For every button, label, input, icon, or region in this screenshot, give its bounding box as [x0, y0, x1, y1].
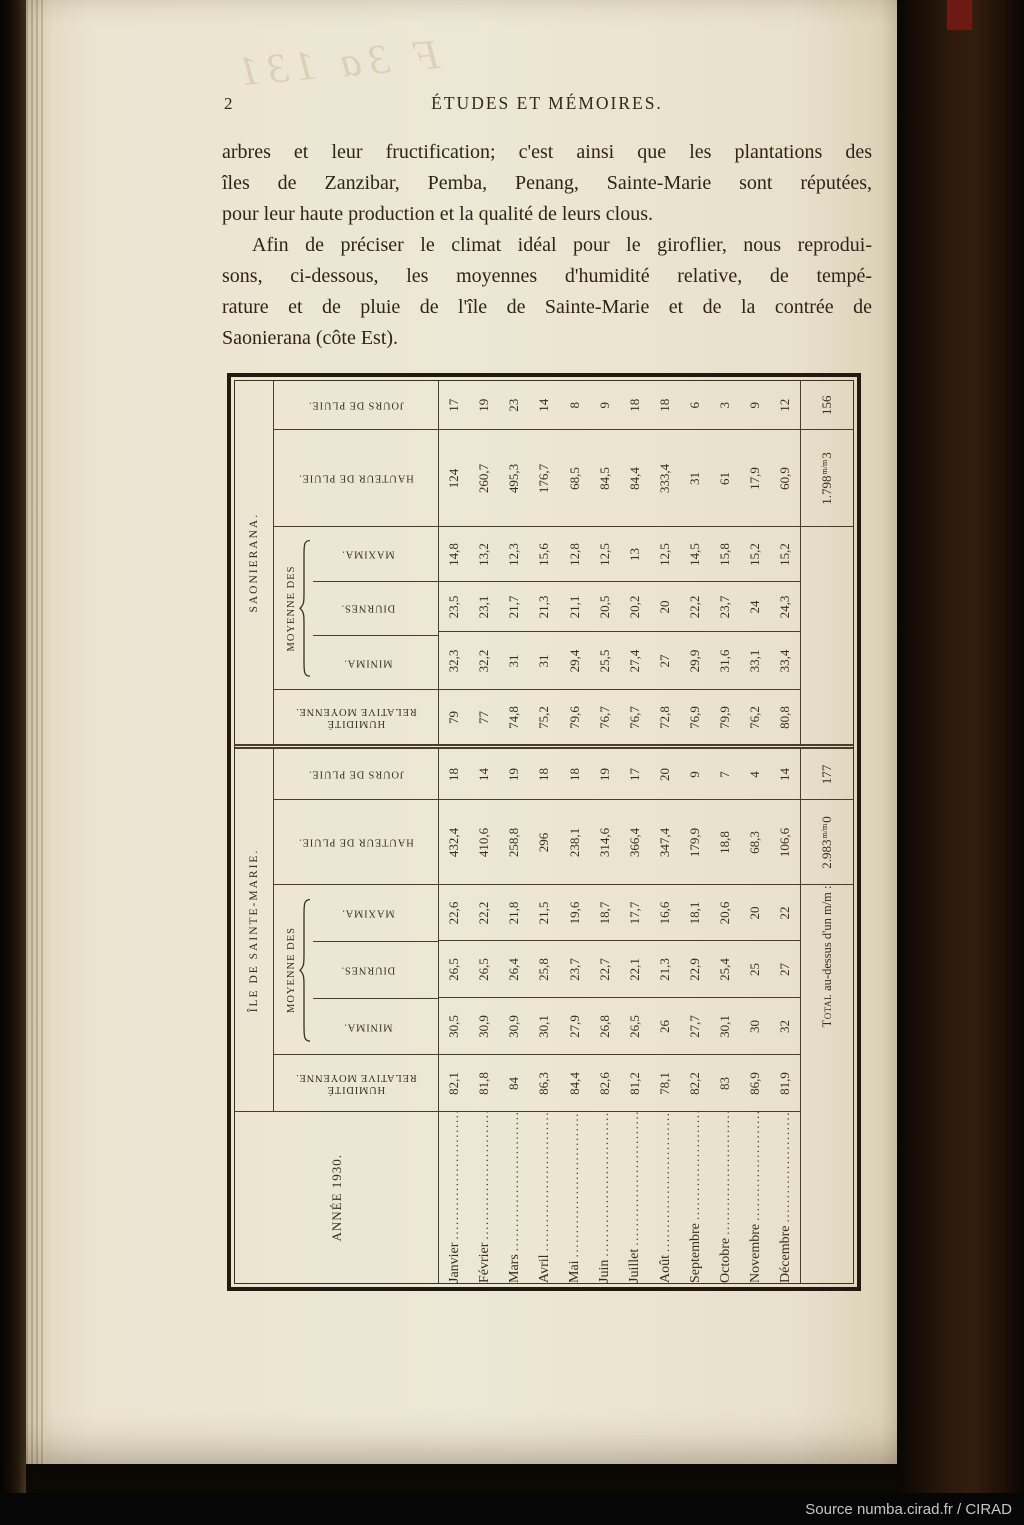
table-cell: 22,6 [439, 885, 469, 941]
table-cell: 23,1 [469, 582, 499, 632]
table-cell: 23,7 [560, 941, 590, 998]
source-bar [0, 1493, 1024, 1525]
table-cell: 30,1 [710, 998, 740, 1055]
table-cell: 15,2 [740, 527, 770, 582]
header-moyenne-des-sm: MOYENNE DES MINIMA. DIURNES. MAXIMA. [273, 885, 439, 1055]
section-title-row [235, 381, 273, 1283]
month-cell: Avril ..... [529, 1112, 559, 1283]
table-cell: 238,1 [560, 800, 590, 885]
table-cell: 84,5 [590, 430, 620, 527]
table-cell: 18 [650, 381, 680, 430]
text-line: pour leur haute production et la qualité de leurs clous. [222, 203, 653, 225]
table-cell: 27,4 [620, 632, 650, 690]
table-frame [227, 373, 861, 1291]
table-cell: 19,6 [560, 885, 590, 941]
table-cell: 21,5 [529, 885, 559, 941]
table-cell: 14 [771, 747, 801, 800]
table-cell: 4 [740, 747, 770, 800]
table-cell: 84 [499, 1055, 529, 1112]
table-cell: 86,9 [740, 1055, 770, 1112]
table-cell: 19 [469, 381, 499, 430]
table-cell: 33,4 [771, 632, 801, 690]
book-edge [897, 0, 1024, 1495]
month-cell: Janvier ..... [439, 1112, 469, 1283]
header-minima-sa: MINIMA. [343, 657, 393, 669]
year-header: ANNÉE 1930. [328, 1153, 344, 1242]
ghost-ink-mark: F 3a 131 [230, 32, 442, 96]
table-cell: 24 [740, 582, 770, 632]
table-cell: 20,5 [590, 582, 620, 632]
header-jours-sm: JOURS DE PLUIE. [273, 747, 439, 800]
header-hauteur-sm: HAUTEUR DE PLUIE. [273, 800, 439, 885]
table-cell: 76,9 [680, 690, 710, 747]
table-cell: 6 [680, 381, 710, 430]
table-cell: 12 [771, 381, 801, 430]
table-cell: 77 [469, 690, 499, 747]
table-cell: 82,1 [439, 1055, 469, 1112]
page-number: 2 [224, 94, 233, 113]
header-moyenne-des-sa: MOYENNE DES MINIMA. DIURNES. MAXIMA. [273, 527, 439, 690]
header-humidite-sm: HUMIDITÉ RELATIVE MOYENNE. [273, 1055, 439, 1112]
table-cell: 16,6 [650, 885, 680, 941]
table-cell: 20,6 [710, 885, 740, 941]
month-cell: Août ..... [650, 1112, 680, 1283]
table-cell: 7 [710, 747, 740, 800]
table-cell: 78,1 [650, 1055, 680, 1112]
table-cell: 23,5 [439, 582, 469, 632]
table-cell: 29,9 [680, 632, 710, 690]
table-cell: 79,9 [710, 690, 740, 747]
table-cell: 22 [771, 885, 801, 941]
month-cell: Mai ..... [560, 1112, 590, 1283]
table-row [499, 381, 529, 1283]
table-cell: 60,9 [771, 430, 801, 527]
header-maxima-sm: MAXIMA. [313, 885, 438, 942]
table-cell: 32 [771, 998, 801, 1055]
table-cell: 25,5 [590, 632, 620, 690]
table-cell: 31 [680, 430, 710, 527]
table-cell: 15,6 [529, 527, 559, 582]
table-cell: 410,6 [469, 800, 499, 885]
table-cell: 176,7 [529, 430, 559, 527]
table-cell: 79,6 [560, 690, 590, 747]
dot-leader [476, 1113, 492, 1240]
month-cell: Juin ..... [590, 1112, 620, 1283]
table-cell: 260,7 [469, 430, 499, 527]
dot-leader [596, 1113, 612, 1257]
table-cell: 495,3 [499, 430, 529, 527]
table-cell: 68,5 [560, 430, 590, 527]
table-cell: 19 [499, 747, 529, 800]
header-jours-sa: JOURS DE PLUIE. [273, 381, 439, 430]
table-cell: 21,3 [529, 582, 559, 632]
brace-icon [299, 539, 311, 678]
table-cell: 20,2 [620, 582, 650, 632]
table-cell: 75,2 [529, 690, 559, 747]
table-cell: 26,8 [590, 998, 620, 1055]
table-cell: 84,4 [560, 1055, 590, 1112]
table-cell: 86,3 [529, 1055, 559, 1112]
table-cell: 296 [529, 800, 559, 885]
table-cell: 25,8 [529, 941, 559, 998]
table-cell: 26,5 [620, 998, 650, 1055]
dot-leader [747, 1113, 763, 1221]
text-line: Afin de préciser le climat idéal pour le giroflier, nous reprodui- [252, 234, 872, 256]
dot-leader [777, 1113, 793, 1223]
table-cell: 79 [439, 690, 469, 747]
table-cell: 106,6 [771, 800, 801, 885]
table-row [590, 381, 620, 1283]
table-cell: 30,9 [499, 998, 529, 1055]
table-cell: 18 [439, 747, 469, 800]
running-header: ÉTUDES ET MÉMOIRES. [431, 93, 663, 113]
table-cell: 30,9 [469, 998, 499, 1055]
book-page-paper [26, 0, 898, 1464]
table-cell: 18,7 [590, 885, 620, 941]
table-cell: 27,9 [560, 998, 590, 1055]
header-minima-sm: MINIMA. [343, 1021, 393, 1033]
table-cell: 12,5 [590, 527, 620, 582]
table-cell: 30,5 [439, 998, 469, 1055]
table-row [560, 381, 590, 1283]
table-cell: 25,4 [710, 941, 740, 998]
text-line: arbres et leur fructification; c'est ainsi que les plantations des [222, 141, 872, 163]
table-cell: 22,9 [680, 941, 710, 998]
body-text [222, 141, 872, 358]
table-row [710, 381, 740, 1283]
dot-leader [446, 1113, 462, 1240]
table-cell: 18 [560, 747, 590, 800]
table-cell: 76,7 [590, 690, 620, 747]
table-cell: 25 [740, 941, 770, 998]
table-cell: 8 [560, 381, 590, 430]
table-cell: 33,1 [740, 632, 770, 690]
spine-mark [947, 0, 972, 30]
month-cell: Février ..... [469, 1112, 499, 1283]
book-gutter [0, 0, 26, 1525]
table-cell: 82,2 [680, 1055, 710, 1112]
table-cell: 18 [529, 747, 559, 800]
table-row [680, 381, 710, 1283]
table-cell: 366,4 [620, 800, 650, 885]
text-line: rature et de pluie de l'île de Sainte-Marie et de la contrée de [222, 296, 872, 318]
total-hauteur-saonierana: $1.798^{m/m}3$ [801, 430, 853, 527]
table-cell: 347,4 [650, 800, 680, 885]
table-cell: 14,5 [680, 527, 710, 582]
table-cell: 29,4 [560, 632, 590, 690]
table-cell: 24,3 [771, 582, 801, 632]
table-cell: 27 [771, 941, 801, 998]
dot-leader [657, 1113, 673, 1253]
table-cell: 9 [590, 381, 620, 430]
table-cell: 27 [650, 632, 680, 690]
table-cell: 124 [439, 430, 469, 527]
table-cell: 72,8 [650, 690, 680, 747]
table-cell: 26,5 [469, 941, 499, 998]
table-cell: 74,8 [499, 690, 529, 747]
table-cell: 432,4 [439, 800, 469, 885]
table-cell: 20 [740, 885, 770, 941]
table-row [771, 381, 801, 1283]
climate-table [227, 373, 861, 1291]
table-cell: 9 [680, 747, 710, 800]
table-cell: 76,7 [620, 690, 650, 747]
table-cell: 19 [590, 747, 620, 800]
table-row [439, 381, 469, 1283]
month-cell: Octobre ..... [710, 1112, 740, 1283]
table-cell: 32,2 [469, 632, 499, 690]
table-cell: 82,6 [590, 1055, 620, 1112]
table-cell: 17,7 [620, 885, 650, 941]
table-cell: 81,9 [771, 1055, 801, 1112]
total-jours-sainte-marie: 177 [801, 747, 853, 800]
total-hauteur-sainte-marie: $2.983^{m/m}0$ [801, 800, 853, 885]
table-cell: 26 [650, 998, 680, 1055]
table-cell: 30 [740, 998, 770, 1055]
header-hauteur-sa: HAUTEUR DE PLUIE. [273, 430, 439, 527]
table-cell: 21,1 [560, 582, 590, 632]
table-cell: 26,5 [439, 941, 469, 998]
table-cell: 14 [529, 381, 559, 430]
table-cell: 333,4 [650, 430, 680, 527]
table-cell: 22,2 [680, 582, 710, 632]
text-line: Saonierana (côte Est). [222, 327, 399, 349]
table-cell: 17 [439, 381, 469, 430]
table-cell: 18 [620, 381, 650, 430]
source-text: Source numba.cirad.fr / CIRAD [805, 1500, 1012, 1518]
table-cell: 13,2 [469, 527, 499, 582]
table-cell: 31,6 [710, 632, 740, 690]
dot-leader [687, 1113, 703, 1221]
month-cell: Décembre ..... [771, 1112, 801, 1283]
total-jours-saonierana: 156 [801, 381, 853, 430]
table-cell: 61 [710, 430, 740, 527]
table-row [650, 381, 680, 1283]
table-cell: 84,4 [620, 430, 650, 527]
table-cell: 80,8 [771, 690, 801, 747]
table-cell: 9 [740, 381, 770, 430]
dot-leader [536, 1113, 552, 1252]
totals-empty-cell [801, 527, 853, 747]
table-cell: 22,1 [620, 941, 650, 998]
month-cell: Mars ..... [499, 1112, 529, 1283]
month-cell: Septembre ..... [680, 1112, 710, 1283]
table-cell: 30,1 [529, 998, 559, 1055]
table-cell: 22,7 [590, 941, 620, 998]
table-row [620, 381, 650, 1283]
table-cell: 81,8 [469, 1055, 499, 1112]
table-cell: 18,8 [710, 800, 740, 885]
table-cell: 12,5 [650, 527, 680, 582]
table-row [469, 381, 499, 1283]
dot-leader [626, 1113, 642, 1246]
table-cell: 17,9 [740, 430, 770, 527]
month-cell: Novembre ..... [740, 1112, 770, 1283]
table-cell: 26,4 [499, 941, 529, 998]
table-cell: 22,2 [469, 885, 499, 941]
header-diurnes-sm: DIURNES. [313, 942, 438, 999]
table-cell: 12,8 [560, 527, 590, 582]
table-cell: 14 [469, 747, 499, 800]
dot-leader [717, 1113, 733, 1235]
table-row [740, 381, 770, 1283]
table-cell: 81,2 [620, 1055, 650, 1112]
table-cell: 13 [620, 527, 650, 582]
month-cell: Juillet ..... [620, 1112, 650, 1283]
totals-row [801, 381, 853, 1283]
table-cell: 76,2 [740, 690, 770, 747]
table-cell: 21,3 [650, 941, 680, 998]
text-line: îles de Zanzibar, Pemba, Penang, Sainte-Marie sont réputées, [222, 172, 872, 194]
table-cell: 18,1 [680, 885, 710, 941]
table-cell: 258,8 [499, 800, 529, 885]
table-cell: 14,8 [439, 527, 469, 582]
table-cell: 15,8 [710, 527, 740, 582]
table-cell: 31 [529, 632, 559, 690]
table-cell: 20 [650, 747, 680, 800]
header-maxima-sa: MAXIMA. [313, 528, 438, 582]
table-cell: 21,7 [499, 582, 529, 632]
dot-leader [566, 1113, 582, 1258]
total-label-cell: Total au-dessus d'un m/m : [801, 885, 853, 1283]
table-cell: 31 [499, 632, 529, 690]
table-cell: 15,2 [771, 527, 801, 582]
table-cell: 23 [499, 381, 529, 430]
table-cell: 68,3 [740, 800, 770, 885]
header-diurnes-sa: DIURNES. [313, 582, 438, 636]
dot-leader [506, 1113, 522, 1252]
table-cell: 83 [710, 1055, 740, 1112]
table-cell: 179,9 [680, 800, 710, 885]
table-cell: 3 [710, 381, 740, 430]
table-cell: 314,6 [590, 800, 620, 885]
brace-icon [299, 897, 311, 1042]
table-cell: 23,7 [710, 582, 740, 632]
table-cell: 17 [620, 747, 650, 800]
table-cell: 12,3 [499, 527, 529, 582]
section-title-sainte-marie: ÎLE DE SAINTE-MARIE. [235, 747, 273, 1112]
table-cell: 32,3 [439, 632, 469, 690]
header-humidite-sa: HUMIDITÉ RELATIVE MOYENNE. [273, 690, 439, 747]
text-line: sons, ci-dessous, les moyennes d'humidité relative, de tempé- [222, 265, 872, 287]
year-header-cell [235, 1112, 439, 1283]
section-title-saonierana: SAONIERANA. [235, 381, 273, 747]
table-cell: 21,8 [499, 885, 529, 941]
table-cell: 27,7 [680, 998, 710, 1055]
table-cell: 20 [650, 582, 680, 632]
table-row [529, 381, 559, 1283]
